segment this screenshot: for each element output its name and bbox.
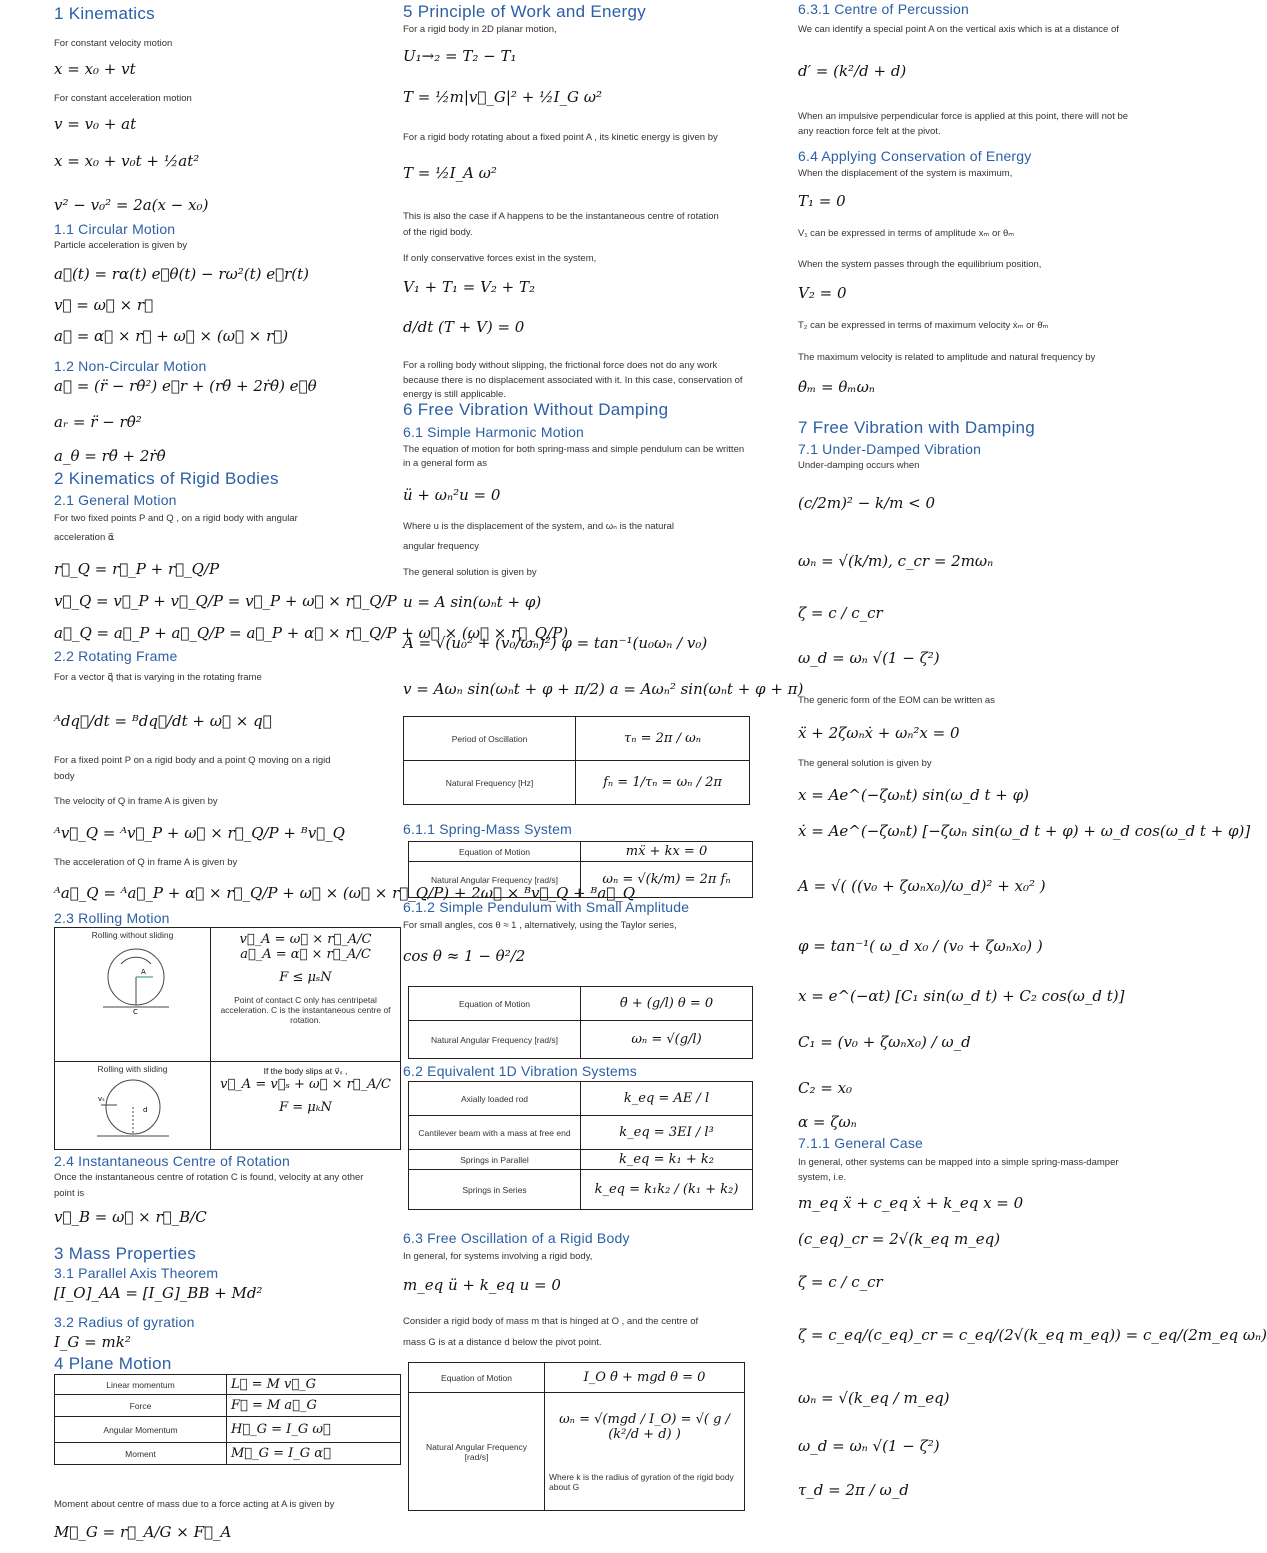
plane-motion-table	[54, 1374, 401, 1465]
pendulum-table	[408, 986, 753, 1059]
section-heading: 6.3 Free Oscillation of a Rigid Body	[403, 1230, 630, 1246]
equation: d/dt (T + V) = 0	[403, 318, 525, 336]
body-text: For a rigid body rotating about a fixed point A , its kinetic energy is given by	[403, 132, 718, 143]
equation: x = e^(−αt) [C₁ sin(ω_d t) + C₂ cos(ω_d t)]	[798, 987, 1125, 1005]
equation: a⃗ = (r̈ − rθ̇²) e⃗r + (rθ̈ + 2ṙθ̇) e⃗θ	[54, 377, 317, 395]
body-text: In general, for systems involving a rigid body,	[403, 1251, 593, 1262]
body-text: The velocity of Q in frame A is given by	[54, 796, 218, 807]
equation: α = ζωₙ	[798, 1113, 857, 1131]
equation: A = √(u₀² + (v₀/ωₙ)²) φ = tan⁻¹(u₀ωₙ / v₀)	[403, 634, 708, 652]
equation: v⃗_A = v⃗ₛ + ω⃗ × r⃗_A/C	[220, 1077, 391, 1092]
section-heading: 5 Principle of Work and Energy	[403, 2, 647, 21]
equation: ᴬv⃗_Q = ᴬv⃗_P + ω⃗ × r⃗_Q/P + ᴮv⃗_Q	[54, 824, 345, 842]
section-heading: 2.4 Instantaneous Centre of Rotation	[54, 1153, 291, 1169]
table-row: Natural Angular Frequency [rad/s] ωₙ = √(mgd / I_O) = √( g / (k²/d + d) ) Where k is the radius of gyration of the rigid body about G	[409, 1393, 745, 1511]
equation: F = μₖN	[279, 1100, 332, 1115]
body-text: For a vector q⃗ that is varying in the rotating frame	[54, 672, 262, 683]
equation: φ = tan⁻¹( ω_d x₀ / (v₀ + ζωₙx₀) )	[798, 937, 1043, 955]
equation: T = ½I_A ω²	[403, 164, 497, 182]
section-heading: 6.1.2 Simple Pendulum with Small Amplitude	[403, 899, 690, 915]
equation: ωₙ = √(k_eq / m_eq)	[798, 1389, 950, 1407]
section-heading: 2.3 Rolling Motion	[54, 910, 170, 926]
section-heading: 7 Free Vibration with Damping	[798, 418, 1036, 437]
body-text: any reaction force felt at the pivot.	[798, 126, 941, 137]
equation: v² − v₀² = 2a(x − x₀)	[54, 196, 209, 214]
equation: a⃗ = α⃗ × r⃗ + ω⃗ × (ω⃗ × r⃗)	[54, 327, 289, 345]
equation: ω_d = ωₙ √(1 − ζ²)	[798, 649, 940, 667]
section-heading: 6.4 Applying Conservation of Energy	[798, 148, 1032, 164]
spring-mass-table	[408, 841, 753, 898]
rolling-without-sliding-diagram	[101, 944, 171, 1016]
equation: a⃗_A = α⃗ × r⃗_A/C	[240, 947, 371, 962]
row-label: Rolling without sliding	[91, 930, 174, 940]
rigid-body-oscillation-table	[408, 1362, 745, 1511]
body-text: The maximum velocity is related to amplitude and natural frequency by	[798, 352, 1096, 363]
svg-text:C: C	[133, 1008, 138, 1016]
section-heading: 3.2 Radius of gyration	[54, 1314, 195, 1330]
body-text: For two fixed points P and Q , on a rigid body with angular	[54, 513, 298, 524]
equation: v⃗_Q = v⃗_P + v⃗_Q/P = v⃗_P + ω⃗ × r⃗_Q/P	[54, 592, 397, 610]
equation: ᴬdq⃗/dt = ᴮdq⃗/dt + ω⃗ × q⃗	[54, 712, 272, 730]
body-text: T₂ can be expressed in terms of maximum velocity ẋₘ or θ̇ₘ	[798, 320, 1049, 331]
body-text: system, i.e.	[798, 1172, 847, 1183]
body-text: Once the instantaneous centre of rotation C is found, velocity at any other	[54, 1172, 364, 1183]
equation: θ̇ₘ = θₘωₙ	[798, 378, 875, 396]
body-text: The general solution is given by	[798, 758, 932, 769]
table-row: Force F⃗ = M a⃗_G	[55, 1395, 401, 1417]
body-text: The general solution is given by	[403, 567, 537, 578]
table-row: Cantilever beam with a mass at free end k_eq = 3EI / l³	[409, 1116, 753, 1150]
body-text: When the displacement of the system is maximum,	[798, 168, 1013, 179]
equation: aᵣ = r̈ − rθ̇²	[54, 413, 142, 431]
section-heading: 2.2 Rotating Frame	[54, 648, 178, 664]
equation: ẋ = Ae^(−ζωₙt) [−ζωₙ sin(ω_d t + φ) + ω_d cos(ω_d t + φ)]	[798, 822, 1251, 840]
body-text: This is also the case if A happens to be the instantaneous centre of rotation	[403, 211, 719, 222]
equation: (c_eq)_cr = 2√(k_eq m_eq)	[798, 1230, 1001, 1248]
equation: a_θ = rθ̈ + 2ṙθ̇	[54, 447, 166, 465]
body-text: When the system passes through the equilibrium position,	[798, 259, 1042, 270]
equation: V₂ = 0	[798, 284, 847, 302]
body-text: V₁ can be expressed in terms of amplitude xₘ or θₘ	[798, 228, 1015, 239]
equation: V₁ + T₁ = V₂ + T₂	[403, 278, 536, 296]
equation: d′ = (k²/d + d)	[798, 62, 907, 80]
equation: ω_d = ωₙ √(1 − ζ²)	[798, 1437, 940, 1455]
table-row: Period of Oscillation τₙ = 2π / ωₙ	[404, 717, 750, 761]
equation: τ_d = 2π / ω_d	[798, 1481, 909, 1499]
body-text: Under-damping occurs when	[798, 460, 920, 471]
equation: C₁ = (v₀ + ζωₙx₀) / ω_d	[798, 1033, 971, 1051]
equation: A = √( ((v₀ + ζωₙx₀)/ω_d)² + x₀² )	[798, 877, 1046, 895]
body-text: of the rigid body.	[403, 227, 473, 238]
equivalent-systems-table	[408, 1081, 753, 1210]
table-row: Equation of Motion mẍ + kx = 0	[409, 842, 753, 862]
section-heading: 6 Free Vibration Without Damping	[403, 400, 669, 419]
body-text: because there is no displacement associated with it. In this case, conservation of	[403, 375, 743, 386]
equation: v⃗ = ω⃗ × r⃗	[54, 296, 154, 314]
section-heading: 1 Kinematics	[54, 4, 155, 23]
equation: x = x₀ + vt	[54, 60, 136, 78]
section-heading: 3 Mass Properties	[54, 1244, 197, 1263]
body-text: body	[54, 771, 75, 782]
table-row: Springs in Parallel k_eq = k₁ + k₂	[409, 1150, 753, 1170]
equation: a⃗_Q = a⃗_P + a⃗_Q/P = a⃗_P + α⃗ × r⃗_Q/P + ω⃗ × (ω⃗ × r⃗_Q/P)	[54, 624, 569, 642]
rolling-motion-table	[54, 927, 401, 1150]
svg-text:vₛ: vₛ	[98, 1095, 105, 1103]
equation: ẍ + 2ζωₙẋ + ωₙ²x = 0	[798, 724, 960, 742]
equation: v⃗_B = ω⃗ × r⃗_B/C	[54, 1208, 207, 1226]
equation: I_G = mk²	[54, 1333, 131, 1351]
equation: v⃗_A = ω⃗ × r⃗_A/C	[239, 932, 372, 947]
table-row: Natural Angular Frequency [rad/s] ωₙ = √(g/l)	[409, 1021, 753, 1059]
equation: T = ½m|v⃗_G|² + ½I_G ω²	[403, 88, 603, 106]
body-text: Moment about centre of mass due to a force acting at A is given by	[54, 1499, 335, 1510]
table-row: Natural Angular Frequency [rad/s] ωₙ = √(k/m) = 2π fₙ	[409, 862, 753, 898]
table-row: Natural Frequency [Hz] fₙ = 1/τₙ = ωₙ / 2π	[404, 761, 750, 805]
table-row: Equation of Motion θ̈ + (g/l) θ = 0	[409, 987, 753, 1021]
body-text: acceleration α⃗	[54, 532, 115, 543]
section-heading: 7.1 Under-Damped Vibration	[798, 441, 982, 457]
body-text: For constant acceleration motion	[54, 93, 192, 104]
table-row: Linear momentum L⃗ = M v⃗_G	[55, 1375, 401, 1395]
body-text: The equation of motion for both spring-mass and simple pendulum can be written	[403, 444, 745, 455]
equation: ωₙ = √(mgd / I_O) = √( g / (k²/d + d) )	[559, 1411, 730, 1442]
section-heading: 1.2 Non-Circular Motion	[54, 358, 207, 374]
body-text: point is	[54, 1188, 85, 1199]
section-heading: 2 Kinematics of Rigid Bodies	[54, 469, 279, 488]
note-text: If the body slips at v⃗ₛ ,	[263, 1066, 348, 1076]
section-heading: 4 Plane Motion	[54, 1354, 172, 1373]
table-row	[55, 1062, 401, 1150]
note-text: Where k is the radius of gyration of the rigid body about G	[549, 1471, 734, 1492]
svg-text:A: A	[141, 968, 146, 976]
body-text: angular frequency	[403, 541, 480, 552]
equation: v = Aωₙ sin(ωₙt + φ + π/2) a = Aωₙ² sin(ωₙt + φ + π)	[403, 680, 804, 698]
equation: ζ = c / c_cr	[798, 604, 883, 622]
section-heading: 6.1.1 Spring-Mass System	[403, 821, 572, 837]
section-heading: 6.2 Equivalent 1D Vibration Systems	[403, 1063, 637, 1079]
equation: F ≤ μₛN	[279, 970, 332, 985]
note-text: Point of contact C only has centripetal acceleration. C is the instantaneous centre of rotation.	[220, 995, 391, 1025]
equation: cos θ ≈ 1 − θ²/2	[403, 947, 526, 965]
equation: U₁→₂ = T₂ − T₁	[403, 47, 517, 65]
equation: (c/2m)² − k/m < 0	[798, 494, 936, 512]
equation: r⃗_Q = r⃗_P + r⃗_Q/P	[54, 560, 220, 578]
body-text: For small angles, cos θ ≈ 1 , alternatively, using the Taylor series,	[403, 920, 677, 931]
equation: x = Ae^(−ζωₙt) sin(ω_d t + φ)	[798, 786, 1029, 804]
section-heading: 6.3.1 Centre of Percussion	[798, 1, 969, 17]
table-row: Angular Momentum H⃗_G = I_G ω⃗	[55, 1417, 401, 1443]
body-text: The generic form of the EOM can be written as	[798, 695, 995, 706]
equation: a⃗(t) = rα(t) e⃗θ(t) − rω²(t) e⃗r(t)	[54, 265, 310, 283]
equation: [I_O]_AA = [I_G]_BB + Md²	[54, 1284, 263, 1302]
equation: v = v₀ + at	[54, 115, 137, 133]
equation: ζ = c / c_cr	[798, 1273, 883, 1291]
body-text: energy is still applicable.	[403, 389, 506, 400]
table-row: Moment M⃗_G = I_G α⃗	[55, 1443, 401, 1465]
section-heading: 6.1 Simple Harmonic Motion	[403, 424, 585, 440]
body-text: Where u is the displacement of the system, and ωₙ is the natural	[403, 521, 675, 532]
equation: m_eq ü + k_eq u = 0	[403, 1276, 561, 1294]
table-row: Equation of Motion I_O θ̈ + mgd θ = 0	[409, 1363, 745, 1393]
body-text: In general, other systems can be mapped into a simple spring-mass-damper	[798, 1157, 1119, 1168]
body-text: The acceleration of Q in frame A is given by	[54, 857, 238, 868]
body-text: When an impulsive perpendicular force is applied at this point, there will not be	[798, 111, 1129, 122]
equation: ü + ωₙ²u = 0	[403, 486, 501, 504]
body-text: For a fixed point P on a rigid body and a point Q moving on a rigid	[54, 755, 331, 766]
body-text: For a rigid body in 2D planar motion,	[403, 24, 557, 35]
table-row: Axially loaded rod k_eq = AE / l	[409, 1082, 753, 1116]
equation: ζ = c_eq/(c_eq)_cr = c_eq/(2√(k_eq m_eq)) = c_eq/(2m_eq ωₙ)	[798, 1326, 1267, 1344]
equation: M⃗_G = r⃗_A/G × F⃗_A	[54, 1523, 232, 1541]
body-text: in a general form as	[403, 458, 487, 469]
table-row	[55, 928, 401, 1062]
equation: ᴬa⃗_Q = ᴬa⃗_P + α⃗ × r⃗_Q/P + ω⃗ × (ω⃗ × r⃗_Q/P) + 2ω⃗ × ᴮv⃗_Q + ᴮa⃗_Q	[54, 884, 636, 902]
section-heading: 3.1 Parallel Axis Theorem	[54, 1265, 219, 1281]
equation: x = x₀ + v₀t + ½at²	[54, 152, 200, 170]
equation: C₂ = x₀	[798, 1079, 853, 1097]
equation: m_eq ẍ + c_eq ẋ + k_eq x = 0	[798, 1194, 1024, 1212]
table-row: Springs in Series k_eq = k₁k₂ / (k₁ + k₂)	[409, 1170, 753, 1210]
shm-table	[403, 716, 750, 805]
equation: T₁ = 0	[798, 192, 846, 210]
rolling-with-sliding-diagram	[95, 1074, 171, 1144]
body-text: Particle acceleration is given by	[54, 240, 188, 251]
equation: u = A sin(ωₙt + φ)	[403, 593, 542, 611]
body-text: mass G is at a distance d below the pivot point.	[403, 1337, 602, 1348]
body-text: We can identify a special point A on the vertical axis which is at a distance of	[798, 24, 1119, 35]
svg-text:d: d	[143, 1106, 148, 1114]
section-heading: 7.1.1 General Case	[798, 1135, 924, 1151]
section-heading: 1.1 Circular Motion	[54, 221, 176, 237]
body-text: For a rolling body without slipping, the frictional force does not do any work	[403, 360, 718, 371]
section-heading: 2.1 General Motion	[54, 492, 177, 508]
body-text: Consider a rigid body of mass m that is hinged at O , and the centre of	[403, 1316, 699, 1327]
row-label: Rolling with sliding	[97, 1064, 168, 1074]
equation: ωₙ = √(k/m), c_cr = 2mωₙ	[798, 552, 994, 570]
body-text: For constant velocity motion	[54, 38, 173, 49]
body-text: If only conservative forces exist in the system,	[403, 253, 597, 264]
